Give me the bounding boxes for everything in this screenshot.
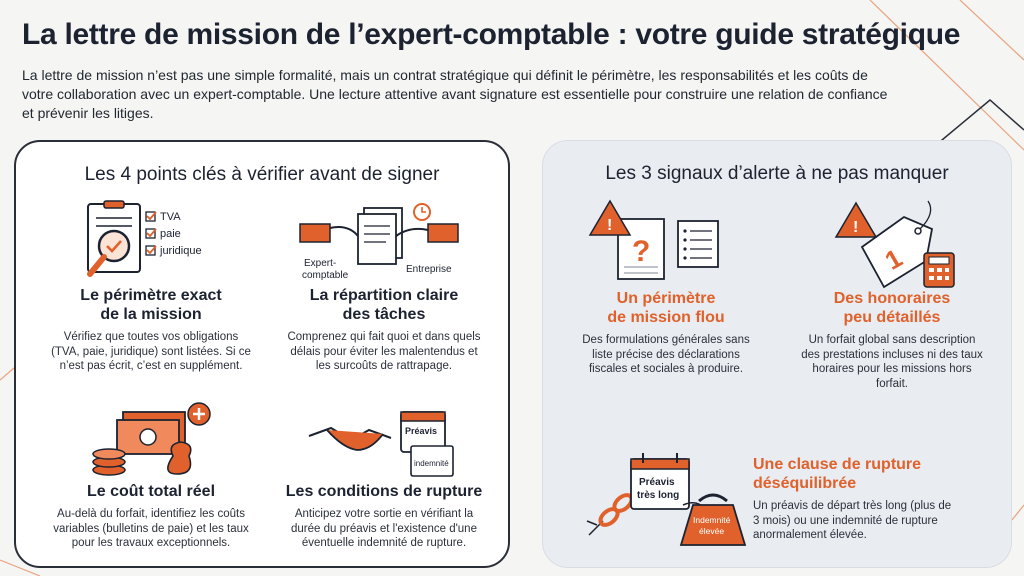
key-points-heading: Les 4 points clés à vérifier avant de signer: [84, 164, 440, 185]
warning-signals-heading: Les 3 signaux d’alerte à ne pas manquer: [605, 163, 949, 184]
key-point-scope: [36, 200, 266, 374]
key-point-title: Le coût total réel: [86, 483, 216, 500]
label-preavis: Préavis: [405, 426, 438, 436]
warning-vague-scope: [555, 199, 777, 377]
page-title: La lettre de mission de l’expert-comptable : votre guide stratégique: [22, 18, 961, 51]
warning-vague-fees: [781, 199, 1003, 391]
checklist-magnifier-icon: [66, 200, 236, 286]
label-indemnite: indemnité: [414, 459, 449, 468]
label-juridique: juridique: [160, 245, 202, 257]
handshake-calendar-icon: [299, 400, 469, 482]
svg-text:?: ?: [632, 235, 651, 268]
warning-title: Une clause de rupture déséquilibrée: [753, 456, 922, 492]
money-stack-icon: [81, 400, 221, 482]
label-elevee: élevée: [699, 526, 725, 536]
label-entreprise: Entreprise: [406, 264, 452, 275]
label-preavis: Préavis: [639, 477, 675, 488]
intro-paragraph: La lettre de mission n’est pas une simple formalité, mais un contrat stratégique qui définit le périmètre, les responsabilités et les coûts de votre collaboration avec un expert-comptable. Une lecture attentive avant signature est essentielle pour construire une relation de confiance et prévenir les litiges.: [22, 67, 888, 121]
key-point-description: Au-delà du forfait, identifiez les coûts variables (bulletins de paie) et les taux pour les travaux exceptionnels.: [53, 508, 249, 549]
svg-text:!: !: [853, 219, 859, 236]
warning-title: Un périmètre de mission flou: [607, 290, 725, 326]
label-price-one: 1: [879, 242, 908, 276]
warning-description: Un forfait global sans description des prestations incluses ni des taux horaires pour les missions hors forfait.: [801, 334, 983, 390]
warning-unbalanced-termination: [753, 455, 1003, 543]
key-point-description: Comprenez qui fait quoi et dans quels délais pour éviter les malentendus et les surcoûts de rattrapage.: [287, 331, 481, 372]
label-paie: paie: [160, 228, 181, 240]
svg-text:!: !: [607, 217, 613, 234]
key-point-title: Les conditions de rupture: [285, 483, 483, 500]
key-point-title: Le périmètre exact de la mission: [80, 287, 222, 323]
key-point-description: Anticipez votre sortie en vérifiant la durée du préavis et l'existence d'une éventuelle indemnité de rupture.: [291, 508, 477, 549]
task-handover-icon: [294, 200, 474, 286]
warning-description: Un préavis de départ très long (plus de 3 mois) ou une indemnité de rupture anormalement élevée.: [753, 500, 952, 541]
key-point-tasks: [266, 200, 502, 374]
key-points-panel: [14, 140, 510, 568]
key-point-cost: [36, 400, 266, 551]
warning-price-tag-icon: [812, 199, 972, 289]
chain-weight-icon: [583, 447, 753, 547]
warning-description: Des formulations générales sans liste précise des déclarations fiscales et sociales à produire.: [582, 334, 750, 375]
label-expert: Expert-: [304, 258, 337, 269]
label-tva: TVA: [160, 211, 181, 223]
warning-signals-panel: [542, 140, 1012, 568]
warning-title: Des honoraires peu détaillés: [833, 290, 951, 326]
label-tres-long: très long: [637, 490, 680, 501]
key-point-title: La répartition claire des tâches: [309, 287, 459, 323]
warning-vague-document-icon: [586, 199, 746, 289]
key-point-description: Vérifiez que toutes vos obligations (TVA, paie, juridique) sont listées. Si ce n’est pas écrit, c’est en supplément.: [51, 331, 251, 372]
key-point-termination: [266, 400, 502, 551]
label-comptable: comptable: [302, 270, 349, 281]
label-indemnite: Indemnité: [693, 515, 731, 525]
